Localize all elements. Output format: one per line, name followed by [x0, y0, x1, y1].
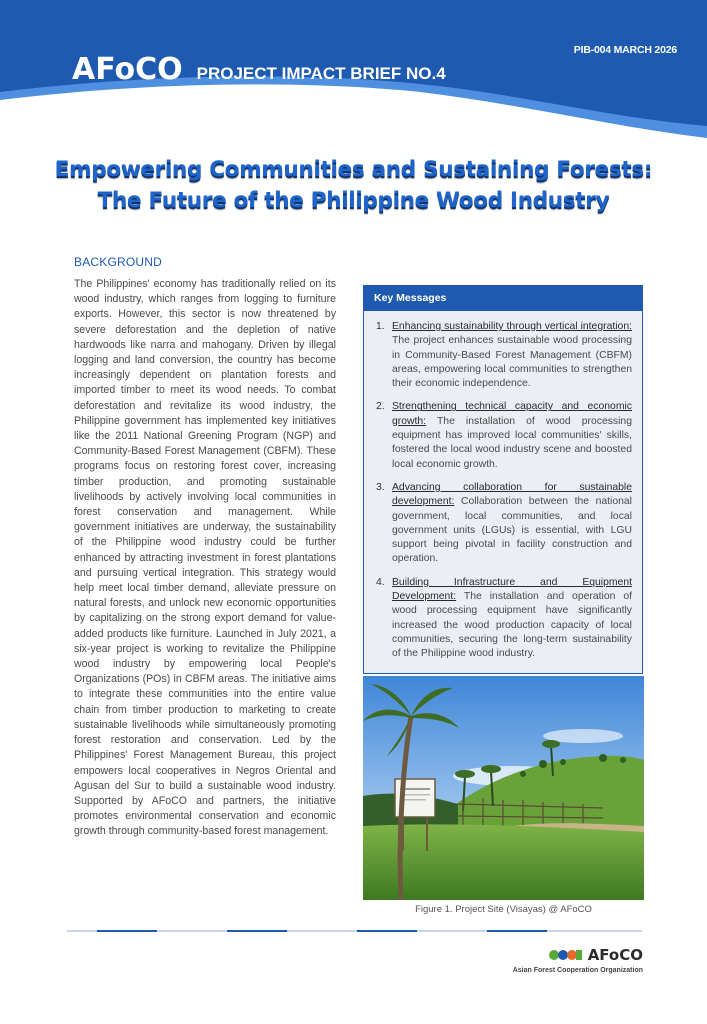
title-line-2: The Future of the Philippine Wood Industry [97, 188, 610, 213]
footer-logo-text: AFoCO [587, 946, 643, 964]
key-message-item [376, 400, 632, 471]
key-messages-list [364, 311, 642, 662]
title-line-1: Empowering Communities and Sustaining Forests: [54, 157, 653, 182]
key-message-body [392, 576, 632, 662]
afoco-emblem-icon [548, 947, 582, 963]
key-message-text: The installation and operation of wood processing equipment have significantly increased the wood production capacity of local communities, securing the long-term sustainability of the Philippine wood industry. [392, 591, 632, 660]
key-message-body [392, 400, 632, 471]
key-message-item [376, 320, 632, 391]
brief-code: PIB-004 MARCH 2026 [573, 44, 677, 56]
key-message-text: The project enhances sustainable wood processing in Community-Based Forest Management (CBFM) areas, empowering local communities to strengthen their economic independence. [392, 335, 632, 390]
key-message-text: The installation of wood processing equipment has improved local communities' skills, fostered the local wood industry scene and boosted local economic growth. [392, 415, 632, 470]
key-message-title: Building Infrastructure and Equipment Development: [392, 576, 632, 603]
key-message-item [376, 481, 632, 567]
key-message-body [392, 481, 632, 567]
header-brand [72, 52, 446, 87]
footer-logo [548, 946, 643, 964]
key-message-number: 4. [376, 576, 385, 588]
key-message-title: Enhancing sustainability through vertical integration: [392, 321, 632, 332]
background-heading: BACKGROUND [74, 255, 163, 269]
key-message-title: Strengthening technical capacity and economic growth: [392, 401, 632, 427]
page-title [30, 154, 677, 216]
brief-title: PROJECT IMPACT BRIEF NO.4 [196, 64, 446, 83]
key-message-number: 1. [376, 321, 385, 332]
afoco-logo: AFoCO [72, 52, 183, 87]
key-message-text: Collaboration between the national government, local communities, and local government units (LGUs) is essential, with LGU support being pivotal in facility construction and operation. [392, 496, 632, 565]
key-message-title: Advancing collaboration for sustainable development: [392, 481, 632, 508]
key-messages-heading: Key Messages [364, 286, 642, 311]
background-text: The Philippines' economy has traditionally relied on its wood industry, which ranges from logging to furniture exports. However, this sector is now threatened by severe deforestation and the depletion of native hardwoods like narra and mahogany. Driven by illegal logging and land conversion, the country has become increasingly dependent on plantation forests and imported timber to meet its wood needs. To combat deforestation and revitalize its wood industry, the Philippine government has implemented key initiatives like the 2011 National Greening Program (NGP) and Community-Based Forest Management (CBFM). These programs focus on restoring forest cover, increasing timber production, and promoting sustainable livelihoods by actively involving local communities in forest conservation and management. While government initiatives are underway, the sustainability of the Philippine wood industry could be further enhanced by attracting investment in forest plantations and pursuing vertical integration. This strategy would help meet local timber demand, alleviate pressure on natural forests, and unlock new economic opportunities by capitalizing on the strong export demand for value-added products like furniture. Launched in July 2021, a six-year project is working to revitalize the Philippine wood industry by empowering local People's Organizations (POs) in CBFM areas. The initiative aims to integrate these communities into the entire value chain from timber production to marketing to create sustainable livelihoods while simultaneously promoting forest restoration and conservation. Led by the Philippines' Forest Management Bureau, this project empowers local cooperatives in Negros Oriental and Agusan del Sur to build a sustainable wood industry. Supported by AFoCO and partners, the initiative promotes environmental conservation and economic growth through community-based forest management. [74, 278, 336, 838]
key-message-body [392, 320, 632, 391]
key-message-number: 3. [376, 481, 385, 493]
key-message-number: 2. [376, 401, 385, 413]
figure-caption: Figure 1. Project Site (Visayas) @ AFoCO [415, 904, 592, 915]
key-message-item [376, 576, 632, 662]
footer-org-name: Asian Forest Cooperation Organization [512, 967, 643, 974]
project-site-photo [363, 676, 644, 900]
key-messages-box [363, 285, 643, 674]
footer-divider [67, 930, 642, 932]
